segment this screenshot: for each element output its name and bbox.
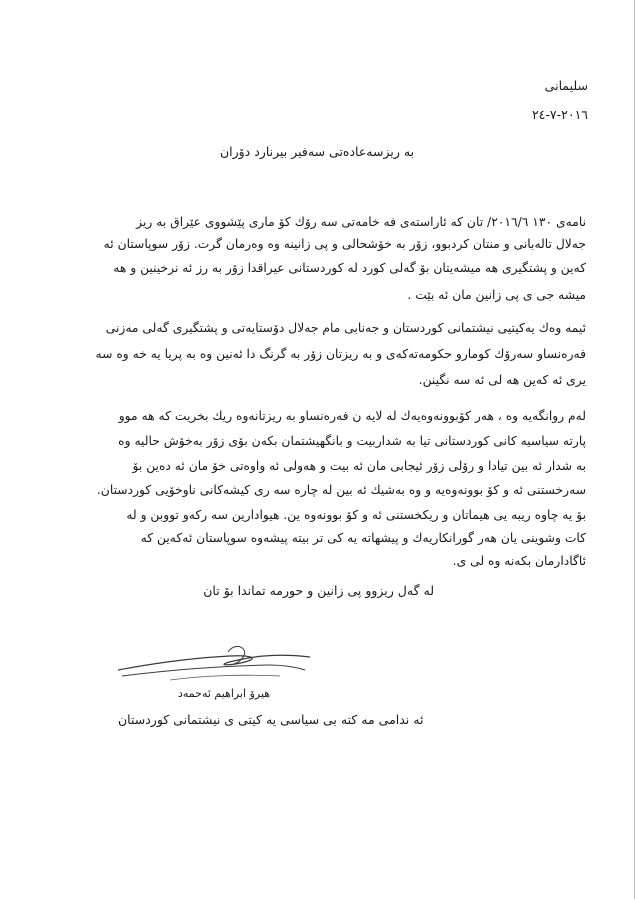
paragraph-1-line-4: میشە جی ی پی زانین مان ئە بێت . — [407, 288, 586, 302]
handwritten-signature — [110, 640, 320, 688]
letter-salutation: به ریزسەعادەتی سەفیر بیرنارد دۆران — [219, 144, 415, 159]
paragraph-3-line-5: بۆ یە چاوە ریبە یی هیماتان و ریكخستنی ئە و كۆ بوونەوە ین. هیوادارین سە ركەو تووبن و لە — [126, 508, 586, 522]
paragraph-1-line-3: كەین و پشتگیری هە میشەیتان بۆ گەلی كورد لە كوردستانی عیراقدا زۆر بە رز ئە نرخینین و هە — [113, 261, 586, 275]
paragraph-1-line-2: جەلال تالەبانی و منتان كردبوو، زۆر بە خۆشحالی و پی زانینە وە وەرمان گرت. زۆر سوپاستان ئە — [103, 237, 586, 251]
paragraph-3-line-6: كات وشوینی یان هەر گورانكاریەك و پیشهاتە یە كی تر بیتە پیشەوە سوپاستان ئەكەین كە — [140, 531, 586, 545]
paragraph-3-line-1: لەم روانگەیە وە ، هەر كۆبوونەوەیەك لە لایە ن فەرەنساو بە ریزتانەوە ریك بخریت كە هە موو — [118, 409, 586, 423]
paragraph-3-line-4: سەرخستنی ئە و كۆ بوونەوەیە و وە بەشیك ئە بین لە چارە سە ری كیشەكانی ناوخۆیی كوردستان. — [96, 483, 586, 497]
paragraph-2-line-3: یری ئە كەین هە لی ئە سە نگینن. — [418, 373, 586, 387]
signatory-title: ئە ندامی مە كتە بی سیاسی یە كیتی ی نیشتمانی كوردستان — [118, 712, 424, 727]
paragraph-2-line-1: ئیمە وەك یەكیتیی نیشتمانی كوردستان و جەنابی مام جەلال دۆستایەتی و پشتگیری گەلی مەزنی — [105, 321, 586, 335]
paragraph-3-line-2: پارتە سیاسیە كانی كوردستانی تیا بە شداربیت و بانگهیشتمان بكەن بۆی زۆر بەخۆش حالیە وە — [118, 434, 586, 448]
letter-city: سلیمانی — [544, 78, 588, 93]
paragraph-2-line-2: فەرەنساو سەرۆك كومارو حكومەتەكەی و بە ریزتان زۆر بە گرنگ دا ئەنین وە بە پریا یە خە وە سە — [95, 347, 586, 361]
letter-closing: لە گەل ریزوو پی زانین و حورمە تماندا بۆ تان — [203, 583, 434, 598]
paragraph-3-line-7: ئاگادارمان بكەنە وە لی ی. — [452, 554, 586, 568]
signatory-name: هیرۆ ابراهیم ئەحمەد — [178, 687, 271, 700]
letter-date: ٢٠١٦-٧-٢٤ — [531, 107, 588, 122]
paragraph-1-line-1: نامەی ١٣٠ ٢٠١٦/٦/ تان كە ئاراستەی فە خامەتی سە رۆك كۆ ماری پێشووی عێراق بە ریز — [136, 215, 586, 229]
paragraph-3-line-3: بە شدار ئە بین تیادا و رۆلی زۆر ئیجابی مان ئە بیت و هەولی ئە واوەتی خۆ مان ئە دەین بۆ — [132, 459, 586, 473]
